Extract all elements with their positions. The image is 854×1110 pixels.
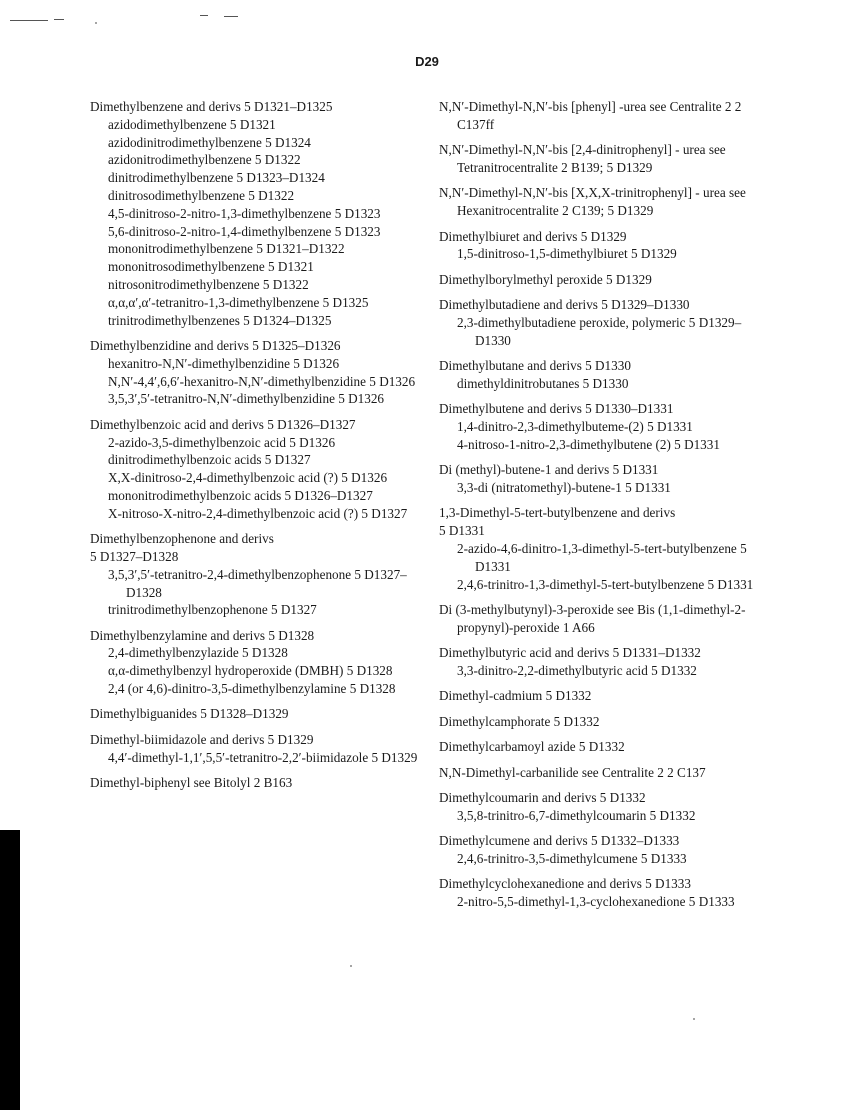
entry-subitem: 3,5,3′,5′-tetranitro-N,N′-dimethylbenzidine 5 D1326 (108, 391, 385, 407)
entry-heading: Dimethyl-cadmium 5 D1332 (439, 688, 592, 704)
entry-heading: Dimethylbenzidine and derivs 5 D1325–D1326 (90, 337, 341, 353)
entry-subitem: α,α,α′,α′-tetranitro-1,3-dimethylbenzene 5 D1325 (108, 294, 369, 310)
entry-heading: Dimethylborylmethyl peroxide 5 D1329 (439, 271, 652, 287)
entry-subitem: hexanitro-N,N′-dimethylbenzidine 5 D1326 (108, 355, 340, 371)
index-entry (439, 228, 769, 264)
entry-subitem: X-nitroso-X-nitro-2,4-dimethylbenzoic acid (?) 5 D1327 (108, 505, 408, 521)
index-entry (439, 98, 769, 134)
index-entry (439, 504, 769, 593)
entry-subitem: 2,3-dimethylbutadiene peroxide, polymeric 5 D1329–D1330 (457, 314, 742, 348)
entry-subitem: mononitrosodimethylbenzene 5 D1321 (108, 259, 314, 275)
entry-heading: Dimethylbenzophenone and derivs (90, 531, 274, 547)
scan-speck (693, 1018, 695, 1020)
entry-subitem: mononitrodimethylbenzene 5 D1321–D1322 (108, 241, 345, 257)
entry-subitem: trinitrodimethylbenzophenone 5 D1327 (108, 602, 317, 618)
entry-heading: Di (3-methylbutynyl)-3-peroxide see Bis (1,1-dimethyl-2-propynyl)-peroxide 1 A66 (439, 602, 746, 635)
page-number: D29 (415, 54, 439, 69)
entry-heading: Di (methyl)-butene-1 and derivs 5 D1331 (439, 462, 659, 478)
entry-heading: Dimethylcarbamoyl azide 5 D1332 (439, 739, 625, 755)
entry-subitem: N,N′-4,4′,6,6′-hexanitro-N,N′-dimethylbenzidine 5 D1326 (108, 373, 416, 389)
entry-heading: Dimethylbutane and derivs 5 D1330 (439, 358, 631, 374)
entry-subitem: 3,5,3′,5′-tetranitro-2,4-dimethylbenzophenone 5 D1327–D1328 (108, 566, 407, 600)
entry-heading: Dimethylbenzylamine and derivs 5 D1328 (90, 627, 315, 643)
entry-subitem: 5,6-dinitroso-2-nitro-1,4-dimethylbenzene 5 D1323 (108, 223, 381, 239)
entry-heading: Dimethylbiuret and derivs 5 D1329 (439, 228, 627, 244)
entry-subitem: dinitrosodimethylbenzene 5 D1322 (108, 187, 295, 203)
entry-subitem: 4,5-dinitroso-2-nitro-1,3-dimethylbenzene 5 D1323 (108, 205, 381, 221)
index-entry (439, 644, 769, 680)
index-entry (439, 357, 769, 393)
index-entry (439, 764, 769, 782)
entry-subitem: 2,4,6-trinitro-1,3-dimethyl-5-tert-butylbenzene 5 D1331 (457, 576, 754, 592)
entry-heading: Dimethylcyclohexanedione and derivs 5 D1333 (439, 876, 691, 892)
entry-subitem: dinitrodimethylbenzoic acids 5 D1327 (108, 452, 311, 468)
entry-subitem: trinitrodimethylbenzenes 5 D1324–D1325 (108, 312, 332, 328)
entry-subitem: 2,4,6-trinitro-3,5-dimethylcumene 5 D1333 (457, 850, 687, 866)
index-entry (439, 738, 769, 756)
scan-edge-bar (0, 830, 20, 1110)
scan-speck (350, 965, 352, 967)
entry-heading-continued: 5 D1327–D1328 (90, 548, 179, 564)
index-entry (439, 461, 769, 497)
entry-subitem: α,α-dimethylbenzyl hydroperoxide (DMBH) 5 D1328 (108, 663, 393, 679)
entry-heading: 1,3-Dimethyl-5-tert-butylbenzene and derivs (439, 505, 676, 521)
entry-heading: Dimethylbutadiene and derivs 5 D1329–D1330 (439, 297, 690, 313)
index-entry (439, 184, 769, 220)
index-entry (90, 416, 430, 523)
entry-heading: Dimethylbutene and derivs 5 D1330–D1331 (439, 401, 674, 417)
entry-subitem: nitrosonitrodimethylbenzene 5 D1322 (108, 276, 309, 292)
entry-heading: Dimethylcumene and derivs 5 D1332–D1333 (439, 833, 680, 849)
entry-heading: Dimethylbenzoic acid and derivs 5 D1326–D1327 (90, 416, 356, 432)
entry-heading: Dimethylcoumarin and derivs 5 D1332 (439, 790, 646, 805)
index-entry (439, 400, 769, 453)
index-entry (439, 687, 769, 705)
entry-subitem: 1,5-dinitroso-1,5-dimethylbiuret 5 D1329 (457, 246, 677, 262)
index-entry (439, 296, 769, 349)
entry-subitem: 1,4-dinitro-2,3-dimethylbuteme-(2) 5 D1331 (457, 419, 693, 435)
index-entry (439, 141, 769, 177)
index-entry (439, 832, 769, 868)
entry-heading: N,N′-Dimethyl-N,N′-bis [X,X,X-trinitrophenyl] - urea see Hexanitrocentralite 2 C139; 5 D1329 (439, 185, 746, 219)
entry-heading: Dimethylcamphorate 5 D1332 (439, 713, 600, 729)
entry-subitem: 2,4-dimethylbenzylazide 5 D1328 (108, 645, 288, 661)
index-entry (90, 530, 430, 619)
index-entry (439, 601, 769, 637)
index-entry (90, 337, 430, 408)
entry-subitem: azidonitrodimethylbenzene 5 D1322 (108, 152, 301, 168)
index-entry (439, 271, 769, 289)
entry-subitem: 2,4 (or 4,6)-dinitro-3,5-dimethylbenzylamine 5 D1328 (108, 681, 396, 697)
entry-subitem: 2-azido-4,6-dinitro-1,3-dimethyl-5-tert-butylbenzene 5 D1331 (457, 541, 747, 574)
index-entry (90, 731, 430, 767)
entry-heading: Dimethyl-biimidazole and derivs 5 D1329 (90, 731, 314, 747)
entry-subitem: 3,3-dinitro-2,2-dimethylbutyric acid 5 D1332 (457, 663, 697, 679)
index-entry (90, 774, 430, 792)
index-entry (90, 627, 430, 698)
index-column-right (439, 98, 769, 919)
entry-heading: Dimethylbutyric acid and derivs 5 D1331–D1332 (439, 645, 701, 661)
entry-subitem: azidodinitrodimethylbenzene 5 D1324 (108, 134, 311, 150)
entry-heading: N,N′-Dimethyl-N,N′-bis [phenyl] -urea see Centralite 2 2 C137ff (439, 99, 742, 132)
entry-subitem: 3,5,8-trinitro-6,7-dimethylcoumarin 5 D1332 (457, 807, 696, 823)
entry-subitem: 4,4′-dimethyl-1,1′,5,5′-tetranitro-2,2′-biimidazole 5 D1329 (108, 749, 418, 765)
index-column-left (90, 98, 430, 799)
scan-artifact (10, 14, 270, 22)
entry-subitem: mononitrodimethylbenzoic acids 5 D1326–D1327 (108, 487, 373, 503)
entry-subitem: azidodimethylbenzene 5 D1321 (108, 116, 276, 132)
entry-heading: Dimethylbiguanides 5 D1328–D1329 (90, 706, 289, 722)
index-entry (90, 98, 430, 329)
entry-subitem: dimethyldinitrobutanes 5 D1330 (457, 375, 629, 391)
entry-heading: Dimethylbenzene and derivs 5 D1321–D1325 (90, 99, 333, 114)
entry-heading: N,N′-Dimethyl-N,N′-bis [2,4-dinitrophenyl] - urea see Tetranitrocentralite 2 B139; 5 D1329 (439, 142, 726, 175)
scan-speck (95, 22, 97, 24)
entry-subitem: X,X-dinitroso-2,4-dimethylbenzoic acid (?) 5 D1326 (108, 470, 388, 486)
index-entry (439, 789, 769, 825)
entry-heading: N,N-Dimethyl-carbanilide see Centralite 2 2 C137 (439, 764, 706, 780)
entry-subitem: 2-azido-3,5-dimethylbenzoic acid 5 D1326 (108, 434, 336, 450)
entry-subitem: 2-nitro-5,5-dimethyl-1,3-cyclohexanedione 5 D1333 (457, 894, 735, 910)
entry-heading-continued: 5 D1331 (439, 523, 485, 539)
entry-subitem: 4-nitroso-1-nitro-2,3-dimethylbutene (2) 5 D1331 (457, 436, 720, 452)
entry-subitem: dinitrodimethylbenzene 5 D1323–D1324 (108, 170, 325, 186)
index-entry (439, 713, 769, 731)
entry-heading: Dimethyl-biphenyl see Bitolyl 2 B163 (90, 775, 293, 791)
entry-subitem: 3,3-di (nitratomethyl)-butene-1 5 D1331 (457, 480, 671, 496)
index-entry (90, 705, 430, 723)
index-entry (439, 875, 769, 911)
